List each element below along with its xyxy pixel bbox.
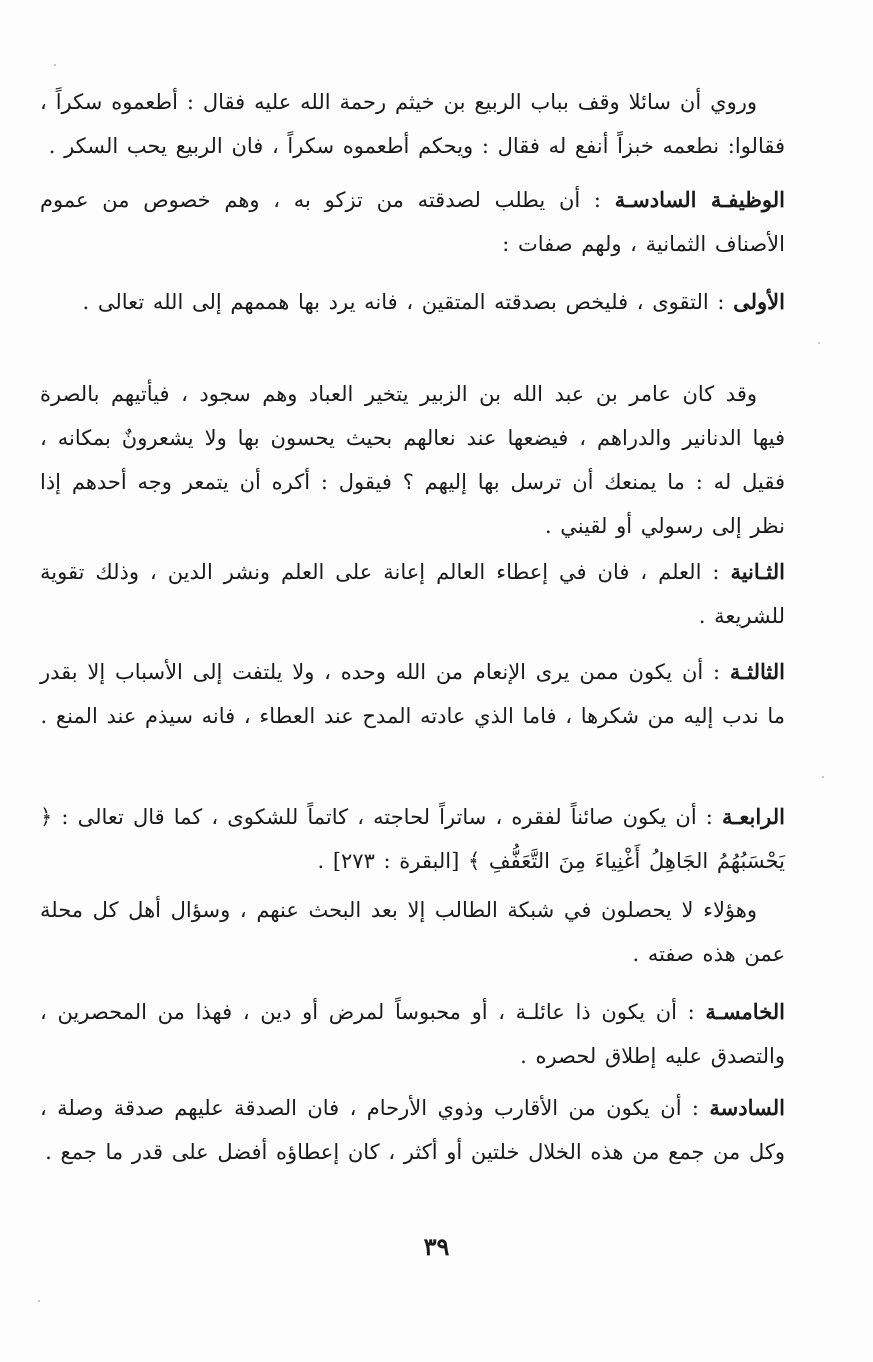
scan-speck [38,1300,40,1302]
paragraph-2 [40,178,785,266]
paragraph-text: : أن يكون صائناً لفقره ، ساتراً لحاجته ، كاتماً للشكوى ، كما قال تعالى : [61,805,722,829]
paragraph-4 [40,372,785,548]
scan-speck [818,342,820,344]
paragraph-8 [40,888,785,976]
paragraph-7 [40,795,785,883]
paragraph-heading: الأولى [733,289,785,314]
paragraph-text: : التقوى ، فليخص بصدقته المتقين ، فانه يرد بها هممهم إلى الله تعالى . [82,290,734,314]
scan-speck [822,776,824,778]
paragraph-6 [40,650,785,738]
paragraph-9 [40,990,785,1078]
paragraph-text: وروي أن سائلا وقف بباب الربيع بن خيثم رحمة الله عليه فقال : أطعموه سكراً ، فقالوا: نطعمه خبزاً أنفع له فقال : ويحكم أطعموه سكراً ، فان الربيع يحب السكر . [40,90,785,158]
paragraph-1 [40,80,785,168]
paragraph-3 [40,280,785,324]
paragraph-text: : العلم ، فان في إعطاء العالم إعانة على العلم ونشر الدين ، وذلك تقوية للشريعة . [40,560,785,628]
paragraph-text: : أن يكون من الأقارب وذوي الأرحام ، فان الصدقة عليهم صدقة وصلة ، وكل من جمع من هذه الخلال خلتين أو أكثر ، كان إعطاؤه أفضل على قدر ما جمع . [40,1096,785,1164]
paragraph-heading: الثـانية [730,559,785,584]
verse-citation: [البقرة : ٢٧٣] . [317,849,460,873]
paragraph-heading: الرابعـة [721,804,785,829]
paragraph-text: وقد كان عامر بن عبد الله بن الزبير يتخير العباد وهم سجود ، فيأتيهم بالصرة فيها الدنانير والدراهم ، فيضعها عند نعالهم بحيث يحسون بها ولا يشعرونٌ بمكانه ، فقيل له : ما يمنعك أن ترسل بها إليهم ؟ فيقول : أكره أن يتمعر وجه أحدهم إذا نظر إلى رسولي أو لقيني . [40,382,785,538]
scan-speck [54,64,56,66]
paragraph-heading: الثالثـة [729,659,785,684]
paragraph-5 [40,550,785,638]
paragraph-text: : أن يكون ذا عائلـة ، أو محبوساً لمرض أو دين ، فهذا من المحصرين ، والتصدق عليه إطلاق لحصره . [40,1000,785,1068]
paragraph-heading: الوظيفـة السادسـة [614,187,786,212]
paragraph-text: : أن يطلب لصدقته من تزكو به ، وهم خصوص من عموم الأصناف الثمانية ، ولهم صفات : [40,188,785,256]
quran-verse: ﴿ يَحْسَبُهُمُ الجَاهِلُ أَغْنِياءَ مِنَ التَّعَفُّفِ ﴾ [40,805,785,873]
paragraph-10 [40,1086,785,1174]
paragraph-heading: السادسة [709,1095,785,1120]
paragraph-heading: الخامسـة [705,999,785,1024]
page-number: ٣٩ [423,1232,450,1261]
paragraph-text: وهؤلاء لا يحصلون في شبكة الطالب إلا بعد البحث عنهم ، وسؤال أهل كل محلة عمن هذه صفته . [40,898,785,966]
paragraph-text: : أن يكون ممن يرى الإنعام من الله وحده ، ولا يلتفت إلى الأسباب إلا بقدر ما ندب إليه من شكرها ، فاما الذي عادته المدح عند العطاء ، فانه سيذم عند المنع . [40,660,785,728]
